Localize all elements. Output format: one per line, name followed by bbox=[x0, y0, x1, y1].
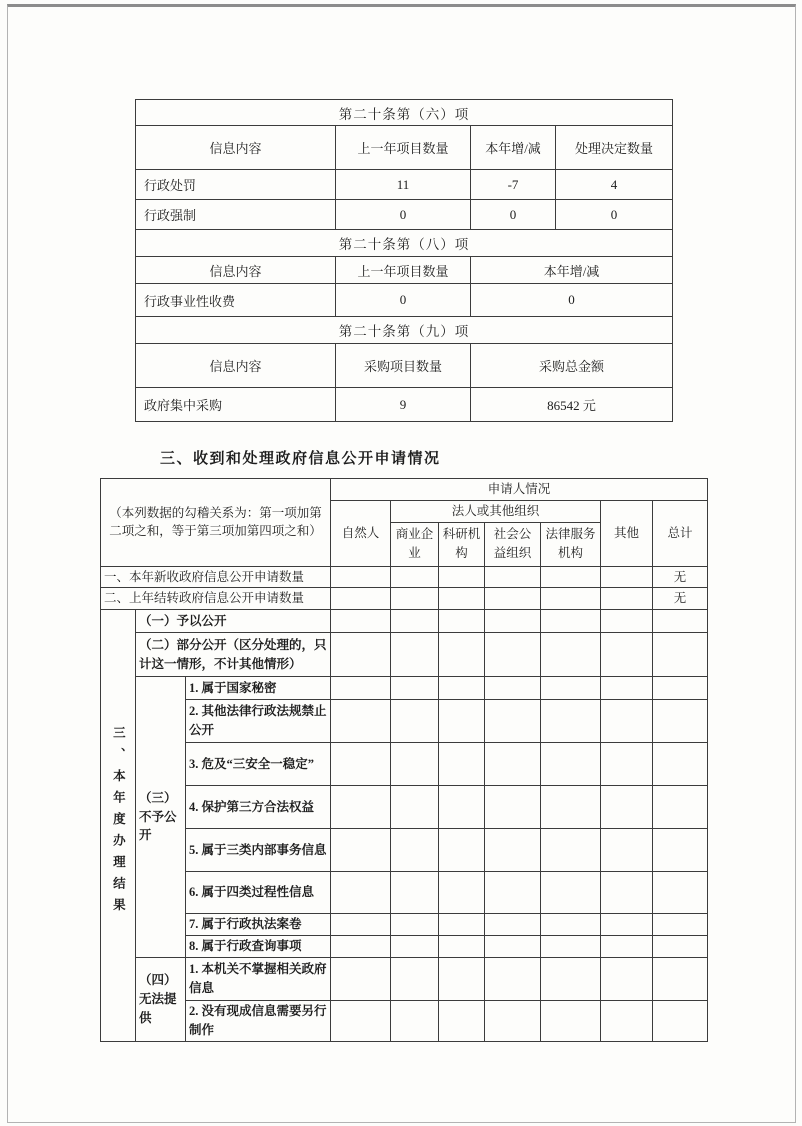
cell-business bbox=[391, 743, 439, 786]
cell-legal-service bbox=[541, 829, 601, 872]
cell-business bbox=[391, 872, 439, 914]
row-label: 政府集中采购 bbox=[136, 388, 336, 422]
row-label: （二）部分公开（区分处理的，只计这一情形，不计其他情形） bbox=[136, 633, 331, 677]
section-title: 三、收到和处理政府信息公开申请情况 bbox=[160, 451, 441, 467]
row-label: 行政强制 bbox=[136, 200, 336, 230]
row-label: （一）予以公开 bbox=[136, 610, 331, 633]
cell-public-welfare bbox=[485, 610, 541, 633]
value-cell: 0 bbox=[336, 200, 471, 230]
cell-business bbox=[391, 914, 439, 936]
cell-natural-person bbox=[331, 786, 391, 829]
table-row bbox=[136, 388, 673, 422]
requests-table-wrap bbox=[100, 478, 708, 1042]
table-row bbox=[101, 829, 708, 872]
table-title-row bbox=[136, 317, 673, 344]
value-cell: 0 bbox=[471, 200, 556, 230]
row-label: 5. 属于三类内部事务信息 bbox=[186, 829, 331, 872]
cell-business bbox=[391, 786, 439, 829]
cell-other bbox=[601, 588, 653, 610]
cell-legal-service bbox=[541, 588, 601, 610]
row-label: 1. 属于国家秘密 bbox=[186, 677, 331, 700]
column-header: 采购总金额 bbox=[471, 344, 673, 388]
cell-other bbox=[601, 566, 653, 588]
cell-business bbox=[391, 958, 439, 1001]
cell-natural-person bbox=[331, 872, 391, 914]
business-header: 商业企业 bbox=[391, 522, 439, 566]
cell-other bbox=[601, 958, 653, 1001]
column-header: 上一年项目数量 bbox=[336, 126, 471, 170]
cell-public-welfare bbox=[485, 700, 541, 743]
cell-research bbox=[439, 1001, 485, 1042]
cell-business bbox=[391, 1001, 439, 1042]
value-cell: 11 bbox=[336, 170, 471, 200]
cell-other bbox=[601, 914, 653, 936]
cell-public-welfare bbox=[485, 677, 541, 700]
cell-total: 无 bbox=[653, 566, 708, 588]
table-row bbox=[101, 700, 708, 743]
cell-public-welfare bbox=[485, 829, 541, 872]
legal-service-header: 法律服务机构 bbox=[541, 522, 601, 566]
table-row bbox=[101, 958, 708, 1001]
column-header: 信息内容 bbox=[136, 126, 336, 170]
cell-research bbox=[439, 588, 485, 610]
table-title-row bbox=[136, 100, 673, 126]
cell-natural-person bbox=[331, 914, 391, 936]
cell-other bbox=[601, 743, 653, 786]
cell-business bbox=[391, 566, 439, 588]
cell-legal-service bbox=[541, 936, 601, 958]
cell-total bbox=[653, 610, 708, 633]
cell-legal-service bbox=[541, 1001, 601, 1042]
cell-public-welfare bbox=[485, 914, 541, 936]
cell-natural-person bbox=[331, 700, 391, 743]
cell-other bbox=[601, 633, 653, 677]
total-header: 总计 bbox=[653, 500, 708, 566]
cell-research bbox=[439, 633, 485, 677]
column-header: 上一年项目数量 bbox=[336, 257, 471, 284]
cell-natural-person bbox=[331, 936, 391, 958]
cell-total bbox=[653, 872, 708, 914]
cell-natural-person bbox=[331, 743, 391, 786]
table-row bbox=[136, 200, 673, 230]
table-header-row bbox=[136, 344, 673, 388]
cell-legal-service bbox=[541, 677, 601, 700]
cell-legal-service bbox=[541, 958, 601, 1001]
cell-natural-person bbox=[331, 588, 391, 610]
cell-natural-person bbox=[331, 677, 391, 700]
cell-other bbox=[601, 677, 653, 700]
cell-total bbox=[653, 829, 708, 872]
deny-group-label: （三）不予公开 bbox=[136, 677, 186, 958]
row-label: 6. 属于四类过程性信息 bbox=[186, 872, 331, 914]
article20-tables bbox=[135, 100, 673, 422]
cell-other bbox=[601, 610, 653, 633]
table-title: 第二十条第（八）项 bbox=[136, 230, 673, 257]
cell-public-welfare bbox=[485, 588, 541, 610]
cell-other bbox=[601, 786, 653, 829]
table-row bbox=[101, 872, 708, 914]
row-label: 行政事业性收费 bbox=[136, 284, 336, 317]
table-title-row bbox=[136, 230, 673, 257]
cell-public-welfare bbox=[485, 786, 541, 829]
cell-business bbox=[391, 829, 439, 872]
table-row bbox=[101, 633, 708, 677]
cell-business bbox=[391, 936, 439, 958]
cell-legal-service bbox=[541, 872, 601, 914]
header-row-1 bbox=[101, 479, 708, 501]
row-label: 8. 属于行政查询事项 bbox=[186, 936, 331, 958]
cell-research bbox=[439, 700, 485, 743]
research-header: 科研机构 bbox=[439, 522, 485, 566]
cell-natural-person bbox=[331, 633, 391, 677]
annual-results-label: 三、本年度办理结果 bbox=[111, 725, 126, 920]
cell-total bbox=[653, 677, 708, 700]
cell-natural-person bbox=[331, 958, 391, 1001]
cell-natural-person bbox=[331, 566, 391, 588]
cell-research bbox=[439, 610, 485, 633]
row-label: 7. 属于行政执法案卷 bbox=[186, 914, 331, 936]
cell-total bbox=[653, 958, 708, 1001]
table-row bbox=[101, 914, 708, 936]
natural-person-header: 自然人 bbox=[331, 500, 391, 566]
cell-business bbox=[391, 610, 439, 633]
cell-research bbox=[439, 936, 485, 958]
value-cell: 0 bbox=[336, 284, 471, 317]
cell-legal-service bbox=[541, 633, 601, 677]
table-header-row bbox=[136, 257, 673, 284]
article20-item6-table bbox=[135, 99, 673, 230]
table-row bbox=[101, 677, 708, 700]
cell-legal-service bbox=[541, 743, 601, 786]
cell-research bbox=[439, 677, 485, 700]
cell-total bbox=[653, 914, 708, 936]
cell-public-welfare bbox=[485, 566, 541, 588]
cell-legal-service bbox=[541, 700, 601, 743]
cell-research bbox=[439, 786, 485, 829]
table-title: 第二十条第（六）项 bbox=[136, 100, 673, 126]
column-header: 采购项目数量 bbox=[336, 344, 471, 388]
cell-research bbox=[439, 914, 485, 936]
cell-legal-service bbox=[541, 566, 601, 588]
cell-business bbox=[391, 677, 439, 700]
column-header: 本年增/减 bbox=[471, 257, 673, 284]
table-row bbox=[136, 284, 673, 317]
cell-natural-person bbox=[331, 829, 391, 872]
cell-other bbox=[601, 872, 653, 914]
table-header-row bbox=[136, 126, 673, 170]
cell-total bbox=[653, 1001, 708, 1042]
cell-total bbox=[653, 633, 708, 677]
cell-other bbox=[601, 1001, 653, 1042]
value-cell: 86542 元 bbox=[471, 388, 673, 422]
applicant-info-header: 申请人情况 bbox=[331, 479, 708, 501]
table-row bbox=[101, 786, 708, 829]
column-header: 信息内容 bbox=[136, 257, 336, 284]
cell-total: 无 bbox=[653, 588, 708, 610]
cell-total bbox=[653, 786, 708, 829]
cell-public-welfare bbox=[485, 936, 541, 958]
cell-total bbox=[653, 743, 708, 786]
cell-other bbox=[601, 700, 653, 743]
cell-business bbox=[391, 700, 439, 743]
cell-research bbox=[439, 958, 485, 1001]
table-row bbox=[101, 1001, 708, 1042]
row-label: 二、上年结转政府信息公开申请数量 bbox=[101, 588, 331, 610]
table-row bbox=[101, 743, 708, 786]
table-title: 第二十条第（九）项 bbox=[136, 317, 673, 344]
value-cell: 9 bbox=[336, 388, 471, 422]
cell-business bbox=[391, 588, 439, 610]
value-cell: 4 bbox=[556, 170, 673, 200]
row-label: 4. 保护第三方合法权益 bbox=[186, 786, 331, 829]
cell-total bbox=[653, 700, 708, 743]
cell-other bbox=[601, 936, 653, 958]
cell-research bbox=[439, 566, 485, 588]
cell-research bbox=[439, 743, 485, 786]
column-header: 信息内容 bbox=[136, 344, 336, 388]
cell-legal-service bbox=[541, 610, 601, 633]
value-cell: 0 bbox=[556, 200, 673, 230]
row-label: 行政处罚 bbox=[136, 170, 336, 200]
column-header: 本年增/减 bbox=[471, 126, 556, 170]
public-welfare-header: 社会公益组织 bbox=[485, 522, 541, 566]
cell-research bbox=[439, 872, 485, 914]
row-label: 2. 其他法律行政法规禁止公开 bbox=[186, 700, 331, 743]
other-header: 其他 bbox=[601, 500, 653, 566]
cell-public-welfare bbox=[485, 1001, 541, 1042]
table-row bbox=[136, 170, 673, 200]
cell-public-welfare bbox=[485, 872, 541, 914]
cell-business bbox=[391, 633, 439, 677]
row-label: 3. 危及“三安全一稳定” bbox=[186, 743, 331, 786]
annual-results-label-cell bbox=[101, 610, 136, 1042]
cell-natural-person bbox=[331, 1001, 391, 1042]
cell-public-welfare bbox=[485, 743, 541, 786]
table-row bbox=[101, 566, 708, 588]
value-cell: 0 bbox=[471, 284, 673, 317]
cell-legal-service bbox=[541, 786, 601, 829]
row-label: 1. 本机关不掌握相关政府信息 bbox=[186, 958, 331, 1001]
article20-item9-table bbox=[135, 316, 673, 422]
cell-other bbox=[601, 829, 653, 872]
row-label: 2. 没有现成信息需要另行制作 bbox=[186, 1001, 331, 1042]
table-row bbox=[101, 610, 708, 633]
column-header: 处理决定数量 bbox=[556, 126, 673, 170]
cell-research bbox=[439, 829, 485, 872]
requests-table bbox=[100, 478, 708, 1042]
table-row bbox=[101, 588, 708, 610]
unable-group-label: （四）无法提供 bbox=[136, 958, 186, 1042]
table-row bbox=[101, 936, 708, 958]
reconciliation-note: （本列数据的勾稽关系为：第一项加第二项之和，等于第三项加第四项之和） bbox=[101, 479, 331, 567]
cell-natural-person bbox=[331, 610, 391, 633]
legal-entity-header: 法人或其他组织 bbox=[391, 500, 601, 522]
cell-total bbox=[653, 936, 708, 958]
cell-legal-service bbox=[541, 914, 601, 936]
article20-item8-table bbox=[135, 229, 673, 317]
cell-public-welfare bbox=[485, 958, 541, 1001]
value-cell: -7 bbox=[471, 170, 556, 200]
row-label: 一、本年新收政府信息公开申请数量 bbox=[101, 566, 331, 588]
cell-public-welfare bbox=[485, 633, 541, 677]
